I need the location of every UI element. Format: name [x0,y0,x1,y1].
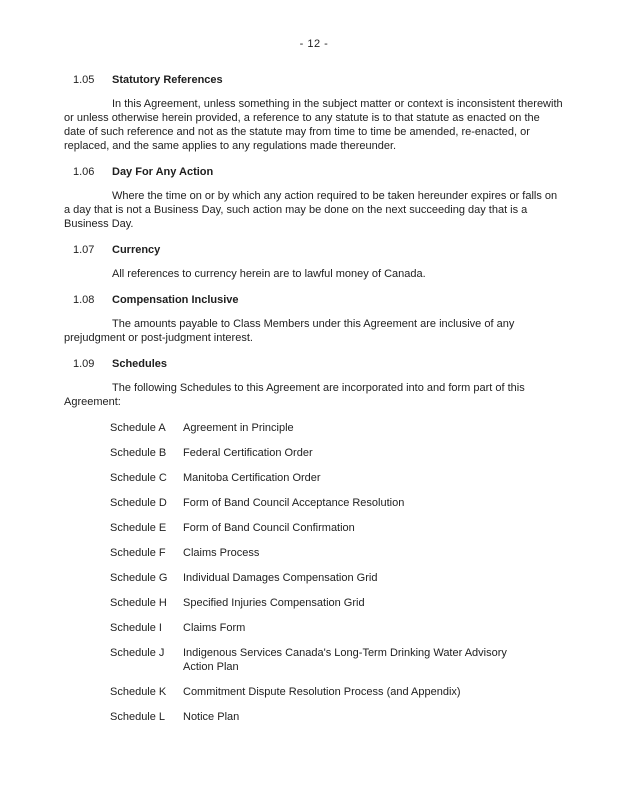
section-day-for-any-action [64,165,564,231]
schedule-title: Individual Damages Compensation Grid [183,572,378,584]
section-paragraph: In this Agreement, unless something in the subject matter or context is inconsistent therewith or unless otherwise herein provided, a reference to any statute is to that statute as enacted on the date of such reference and not as the statute may from time to time be amended, re-enacted, or replaced, and the same applies to any regulations made thereunder. [64,98,563,152]
section-paragraph: The following Schedules to this Agreement are incorporated into and form part of this Agreement: [64,382,525,408]
section-number: 1.09 [73,358,95,370]
schedule-title: Agreement in Principle [183,422,294,434]
schedule-title: Specified Injuries Compensation Grid [183,597,365,609]
schedule-label: Schedule B [110,447,167,459]
schedule-title: Claims Process [183,547,260,559]
schedule-label: Schedule G [110,572,168,584]
schedule-label: Schedule K [110,686,167,698]
section-title: Schedules [112,358,168,370]
section-title: Day For Any Action [112,166,214,178]
schedule-row-h [110,596,564,610]
section-heading [73,165,564,179]
section-heading [73,357,564,371]
section-title: Statutory References [112,74,223,86]
section-number: 1.07 [73,244,95,256]
schedule-title: Form of Band Council Confirmation [183,522,355,534]
schedule-label: Schedule I [110,622,162,634]
section-statutory-references [64,73,564,153]
schedule-title: Claims Form [183,622,246,634]
schedule-row-k [110,685,564,699]
schedule-title: Federal Certification Order [183,447,313,459]
section-paragraph: The amounts payable to Class Members under this Agreement are inclusive of any prejudgment or post-judgment interest. [64,318,515,344]
schedule-title: Manitoba Certification Order [183,472,321,484]
section-heading [73,243,564,257]
section-heading [73,293,564,307]
section-number: 1.08 [73,294,95,306]
schedule-row-d [110,496,564,510]
schedule-label: Schedule A [110,422,166,434]
schedule-row-j [110,646,564,674]
section-schedules [64,357,564,409]
schedule-row-b [110,446,564,460]
schedule-label: Schedule J [110,647,165,659]
schedule-title: Notice Plan [183,711,240,723]
section-number: 1.06 [73,166,95,178]
schedule-row-i [110,621,564,635]
schedule-label: Schedule L [110,711,166,723]
schedule-label: Schedule D [110,497,167,509]
schedule-list [110,421,564,724]
section-title: Compensation Inclusive [112,294,239,306]
schedule-label: Schedule E [110,522,167,534]
section-paragraph: Where the time on or by which any action required to be taken hereunder expires or falls on a day that is not a Business Day, such action may be done on the next succeeding day that is a Business Day. [64,190,558,230]
schedule-label: Schedule C [110,472,167,484]
section-currency [64,243,564,281]
schedule-title: Indigenous Services Canada's Long-Term Drinking Water Advisory Action Plan [183,647,507,673]
section-compensation-inclusive [64,293,564,345]
schedule-row-g [110,571,564,585]
schedule-row-a [110,421,564,435]
schedule-row-f [110,546,564,560]
section-paragraph: All references to currency herein are to lawful money of Canada. [112,268,426,280]
schedule-row-c [110,471,564,485]
schedule-row-e [110,521,564,535]
schedule-title: Form of Band Council Acceptance Resolution [183,497,405,509]
schedule-label: Schedule F [110,547,166,559]
page-number: - 12 - [299,38,329,50]
section-heading [73,73,564,87]
section-title: Currency [112,244,161,256]
schedule-row-l [110,710,564,724]
schedule-title: Commitment Dispute Resolution Process (and Appendix) [183,686,461,698]
schedule-label: Schedule H [110,597,167,609]
section-number: 1.05 [73,74,95,86]
